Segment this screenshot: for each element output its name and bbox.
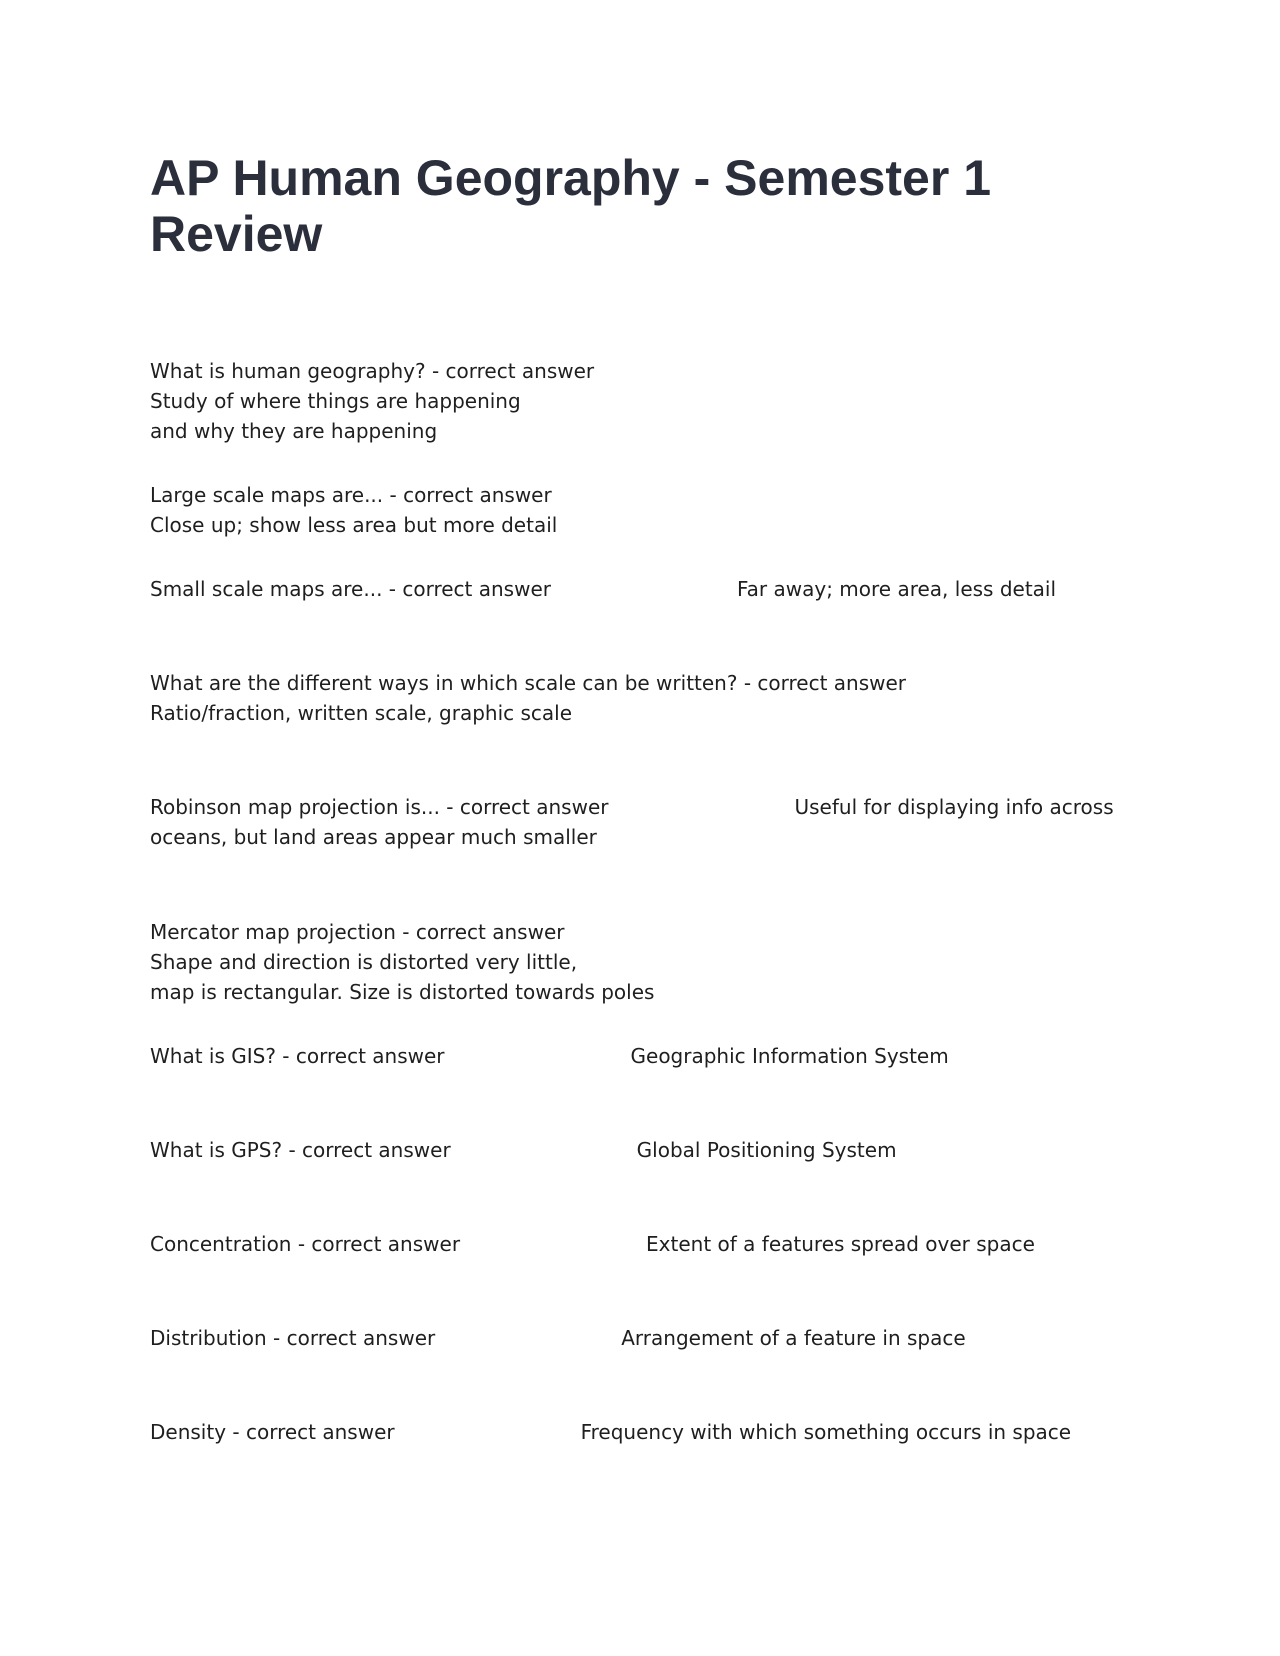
question-text: Distribution - correct answer (150, 1326, 436, 1350)
answer-text: Study of where things are happening (150, 389, 521, 413)
document-title: AP Human Geography - Semester 1 Review (150, 150, 992, 262)
question-text: Robinson map projection is... - correct answer (150, 795, 609, 819)
answer-text: Arrangement of a feature in space (621, 1326, 966, 1350)
question-text: Density - correct answer (150, 1420, 395, 1444)
qa-entry (150, 574, 1130, 604)
answer-text: Far away; more area, less detail (736, 577, 1057, 601)
question-text: Concentration - correct answer (150, 1232, 461, 1256)
question-text: What is GIS? - correct answer (150, 1044, 445, 1068)
answer-continuation: and why they are happening (150, 419, 438, 443)
qa-entry (150, 480, 1130, 540)
qa-entry (150, 668, 1130, 728)
qa-entry (150, 917, 1130, 1007)
qa-entry (150, 1229, 1130, 1259)
question-text: Mercator map projection - correct answer (150, 920, 565, 944)
answer-text: Frequency with which something occurs in space (580, 1420, 1072, 1444)
qa-entry (150, 1041, 1130, 1071)
qa-entry (150, 1135, 1130, 1165)
qa-entry (150, 1417, 1130, 1447)
question-text: Small scale maps are... - correct answer (150, 577, 551, 601)
answer-text: Close up; show less area but more detail (150, 513, 558, 537)
answer-continuation: oceans, but land areas appear much smaller (150, 825, 597, 849)
question-text: What are the different ways in which scale can be written? - correct answer (150, 671, 907, 695)
answer-continuation: Ratio/fraction, written scale, graphic scale (150, 701, 573, 725)
question-text: What is human geography? - correct answer (150, 359, 595, 383)
answer-text: Global Positioning System (636, 1138, 897, 1162)
answer-continuation: map is rectangular. Size is distorted towards poles (150, 980, 655, 1004)
qa-entry (150, 356, 1130, 446)
answer-text: Shape and direction is distorted very little, (150, 950, 578, 974)
answer-text: Extent of a features spread over space (646, 1232, 1035, 1256)
qa-entry (150, 1323, 1130, 1353)
qa-entry (150, 792, 1130, 852)
answer-text: Useful for displaying info across (794, 795, 1114, 819)
question-text: What is GPS? - correct answer (150, 1138, 451, 1162)
question-text: Large scale maps are... - correct answer (150, 483, 552, 507)
answer-text: Geographic Information System (630, 1044, 949, 1068)
